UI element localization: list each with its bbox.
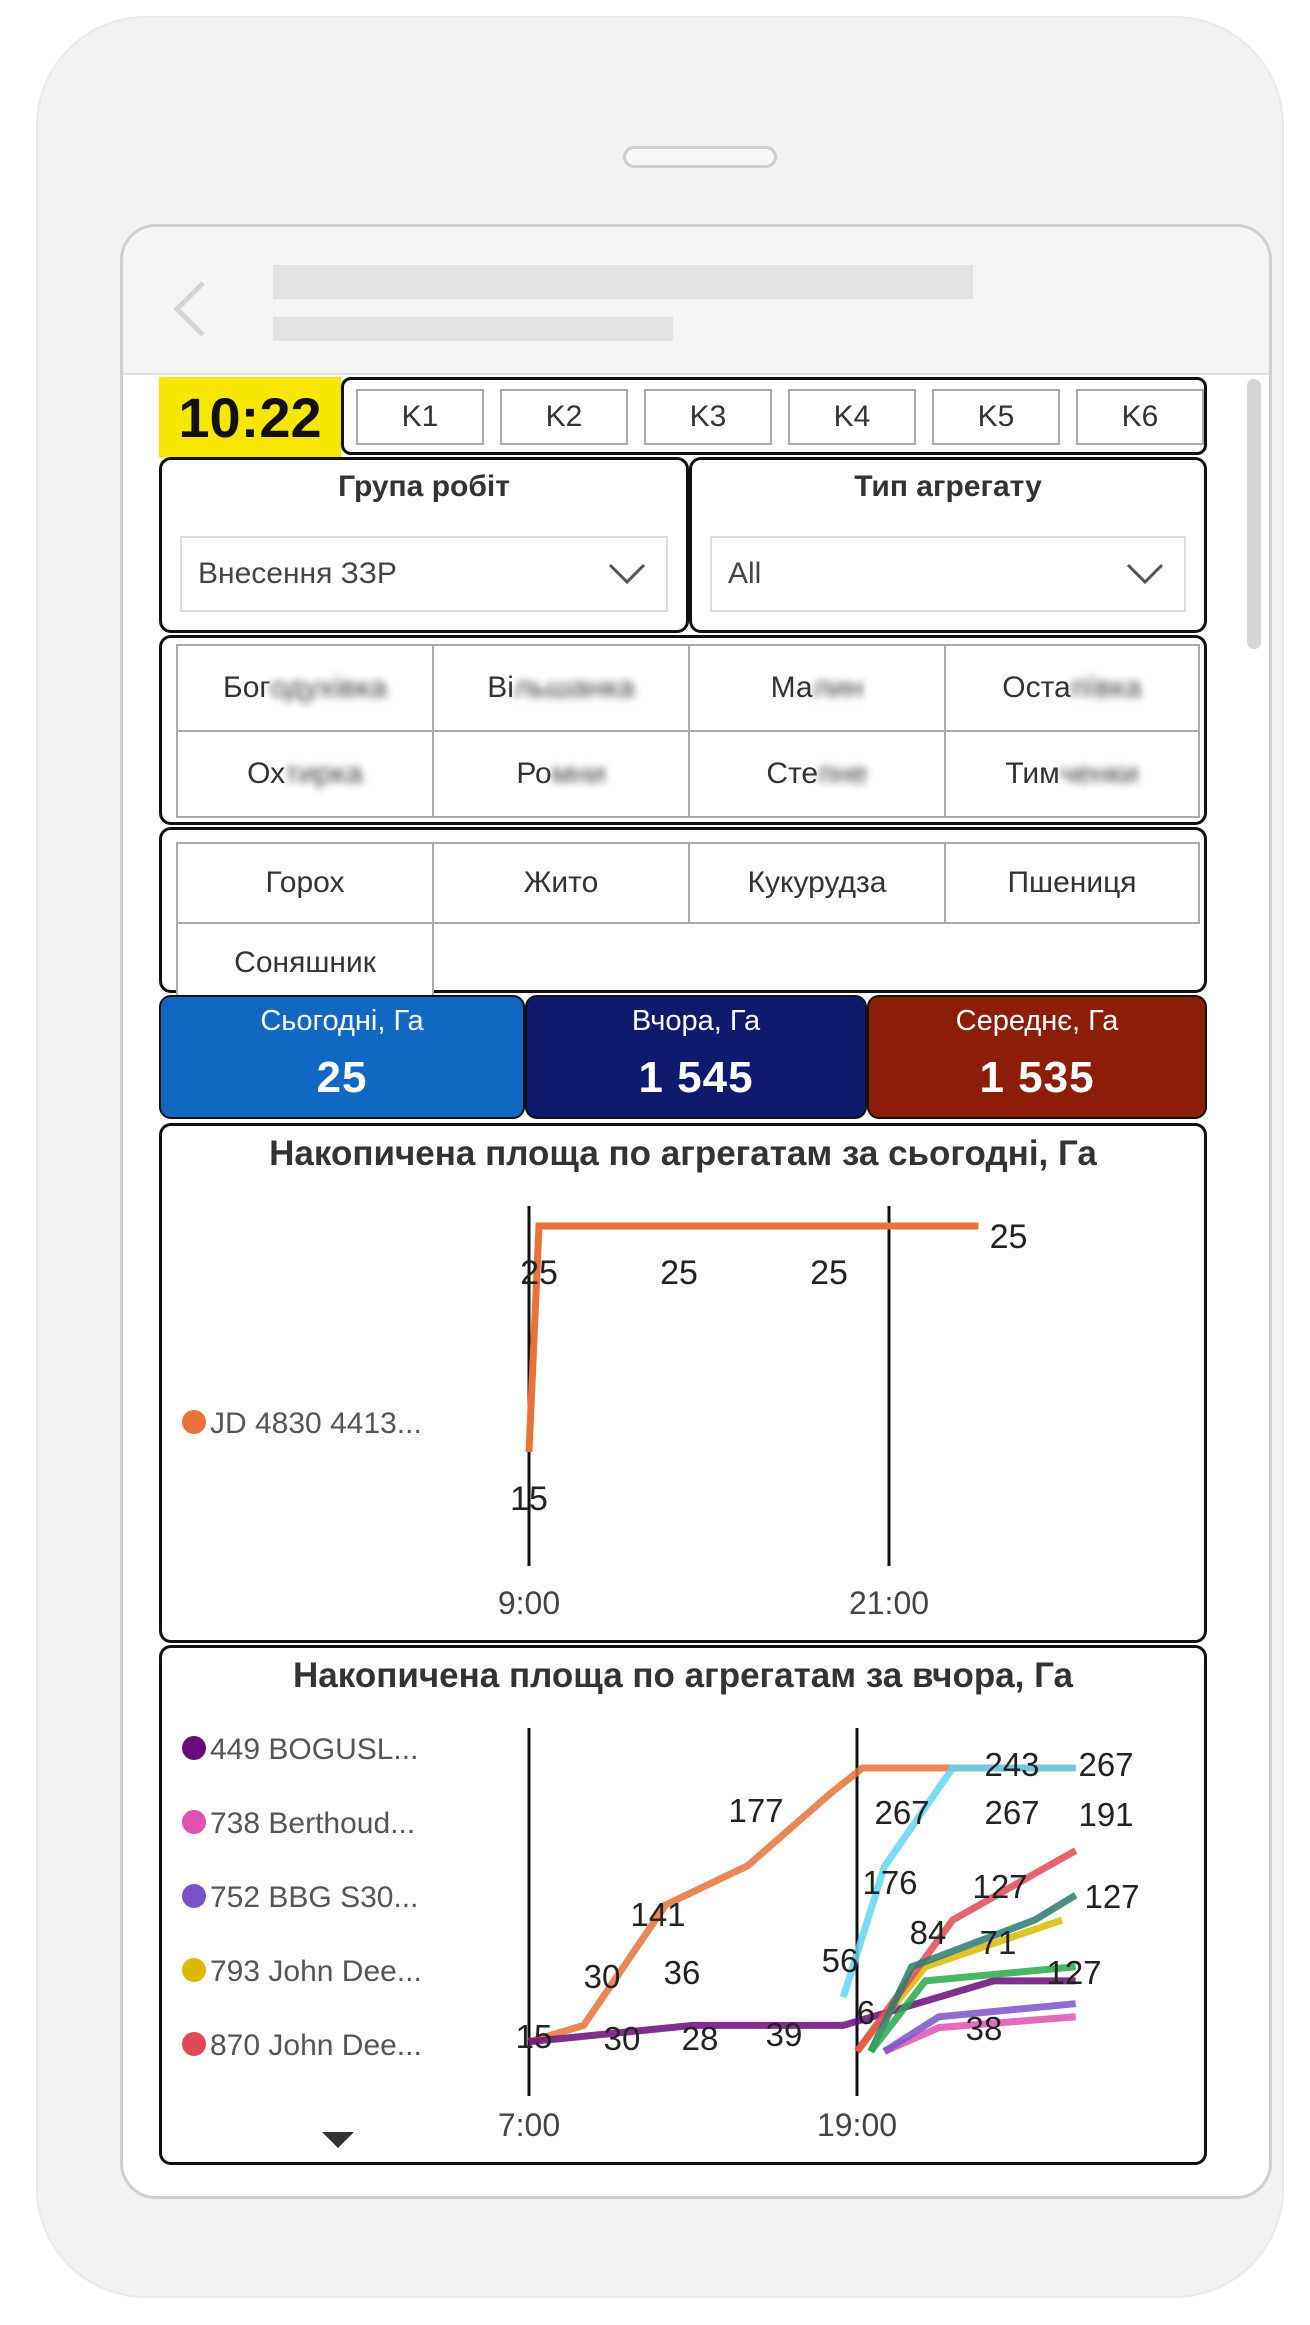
legend-label: 793 John Dee... xyxy=(210,1955,422,1988)
kpi-average-label: Середнє, Га xyxy=(955,1005,1119,1037)
x-tick-label: 21:00 xyxy=(848,1585,930,1621)
kpi-today-label: Сьогодні, Га xyxy=(260,1005,424,1037)
series-line xyxy=(529,1226,979,1452)
report-title-placeholder xyxy=(273,265,973,299)
clock-display: 10:22 xyxy=(159,377,341,457)
kpi-yesterday-value: 1 545 xyxy=(638,1053,754,1102)
data-label: 38 xyxy=(965,2010,1003,2047)
legend-label: 449 BOGUSL... xyxy=(210,1733,419,1766)
data-label: 177 xyxy=(728,1792,784,1829)
location-tile[interactable]: Тим ченки xyxy=(944,730,1200,818)
phone-speaker xyxy=(623,146,777,168)
data-label: 30 xyxy=(603,2020,641,2057)
legend-item[interactable] xyxy=(182,1733,418,1766)
data-label: 127 xyxy=(972,1868,1028,1905)
today-chart-panel xyxy=(159,1123,1207,1643)
legend-label: JD 4830 4413... xyxy=(210,1407,422,1440)
unit-type-title: Тип агрегату xyxy=(854,470,1042,503)
k1-button[interactable]: K1 xyxy=(356,389,484,445)
legend-item[interactable] xyxy=(182,2029,422,2062)
chart-title: Накопичена площа по агрегатам за вчора, Га xyxy=(293,1656,1073,1695)
data-label: 15 xyxy=(510,1480,548,1518)
chevron-down-icon xyxy=(1126,562,1164,586)
crop-tile[interactable]: Жито xyxy=(432,842,690,924)
data-label: 84 xyxy=(909,1914,947,1951)
data-label: 141 xyxy=(630,1896,686,1933)
data-label: 56 xyxy=(821,1942,859,1979)
data-label: 127 xyxy=(1084,1878,1140,1915)
data-label: 25 xyxy=(989,1218,1028,1256)
data-label: 39 xyxy=(765,2016,803,2053)
kpi-average-value: 1 535 xyxy=(979,1053,1095,1102)
k-button-group xyxy=(341,377,1207,455)
data-label: 71 xyxy=(979,1924,1017,1961)
app-screen xyxy=(120,224,1272,2199)
data-label: 127 xyxy=(1046,1954,1102,1991)
location-tile[interactable]: Ма лин xyxy=(688,644,946,732)
phone-frame xyxy=(36,16,1284,2298)
work-group-dropdown[interactable] xyxy=(180,536,668,612)
yesterday-chart xyxy=(162,1648,1204,2162)
legend-label: 870 John Dee... xyxy=(210,2029,422,2062)
x-tick-label: 19:00 xyxy=(816,2107,898,2143)
location-tile[interactable]: Ві льшанка xyxy=(432,644,690,732)
legend-item[interactable] xyxy=(182,1807,415,1840)
work-group-value: Внесення ЗЗР xyxy=(198,557,397,590)
k2-button[interactable]: K2 xyxy=(500,389,628,445)
data-label: 25 xyxy=(810,1254,848,1292)
legend-item[interactable] xyxy=(182,1955,422,1988)
report-subtitle-placeholder xyxy=(273,317,673,341)
k5-button[interactable]: K5 xyxy=(932,389,1060,445)
data-label: 6 xyxy=(856,1994,876,2031)
chart-title: Накопичена площа по агрегатам за сьогодні, Га xyxy=(269,1134,1097,1173)
legend-item[interactable] xyxy=(182,1881,418,1914)
kpi-average-card xyxy=(867,995,1207,1119)
crop-tile[interactable]: Пшениця xyxy=(944,842,1200,924)
work-group-title: Група робіт xyxy=(338,470,510,503)
location-tile[interactable]: Сте пне xyxy=(688,730,946,818)
k3-button[interactable]: K3 xyxy=(644,389,772,445)
crop-tile[interactable]: Соняшник xyxy=(176,922,434,1004)
data-label: 25 xyxy=(660,1254,698,1292)
x-tick-label: 7:00 xyxy=(497,2107,561,2143)
location-tile[interactable]: Бог одухівка xyxy=(176,644,434,732)
crop-slicer xyxy=(159,827,1207,993)
data-label: 30 xyxy=(583,1958,621,1995)
k4-button[interactable]: K4 xyxy=(788,389,916,445)
location-tile[interactable]: Ох тирка xyxy=(176,730,434,818)
data-label: 267 xyxy=(984,1794,1040,1831)
kpi-yesterday-label: Вчора, Га xyxy=(631,1005,761,1037)
kpi-today-card xyxy=(159,995,525,1119)
crop-tile[interactable]: Кукурудза xyxy=(688,842,946,924)
app-bar xyxy=(123,227,1269,375)
data-label: 36 xyxy=(663,1954,701,1991)
data-label: 267 xyxy=(874,1794,930,1831)
data-label: 28 xyxy=(681,2020,719,2057)
location-tile[interactable]: Оста пївка xyxy=(944,644,1200,732)
data-label: 25 xyxy=(520,1254,558,1292)
work-group-slicer xyxy=(159,457,689,633)
kpi-yesterday-card xyxy=(525,995,867,1119)
data-label: 267 xyxy=(1078,1746,1134,1783)
chevron-down-icon xyxy=(608,562,646,586)
legend-item[interactable] xyxy=(182,1407,422,1440)
data-label: 176 xyxy=(862,1864,918,1901)
unit-type-dropdown[interactable] xyxy=(710,536,1186,612)
yesterday-chart-panel xyxy=(159,1645,1207,2165)
location-slicer xyxy=(159,635,1207,825)
location-tile[interactable]: Ро мни xyxy=(432,730,690,818)
data-label: 15 xyxy=(515,2018,553,2055)
unit-type-slicer xyxy=(689,457,1207,633)
data-label: 243 xyxy=(984,1746,1040,1783)
vertical-scrollbar[interactable] xyxy=(1247,379,1261,649)
legend-label: 738 Berthoud... xyxy=(210,1807,416,1840)
legend-scroll-down-icon[interactable] xyxy=(320,2130,356,2150)
crop-tile[interactable]: Горох xyxy=(176,842,434,924)
k6-button[interactable]: K6 xyxy=(1076,389,1204,445)
report-canvas xyxy=(123,373,1243,2199)
unit-type-value: All xyxy=(728,557,762,590)
today-chart xyxy=(162,1126,1204,1640)
legend-label: 752 BBG S30... xyxy=(210,1881,419,1914)
back-arrow-icon[interactable] xyxy=(169,279,209,339)
x-tick-label: 9:00 xyxy=(497,1585,561,1621)
data-label: 191 xyxy=(1078,1796,1134,1833)
kpi-today-value: 25 xyxy=(316,1053,368,1102)
